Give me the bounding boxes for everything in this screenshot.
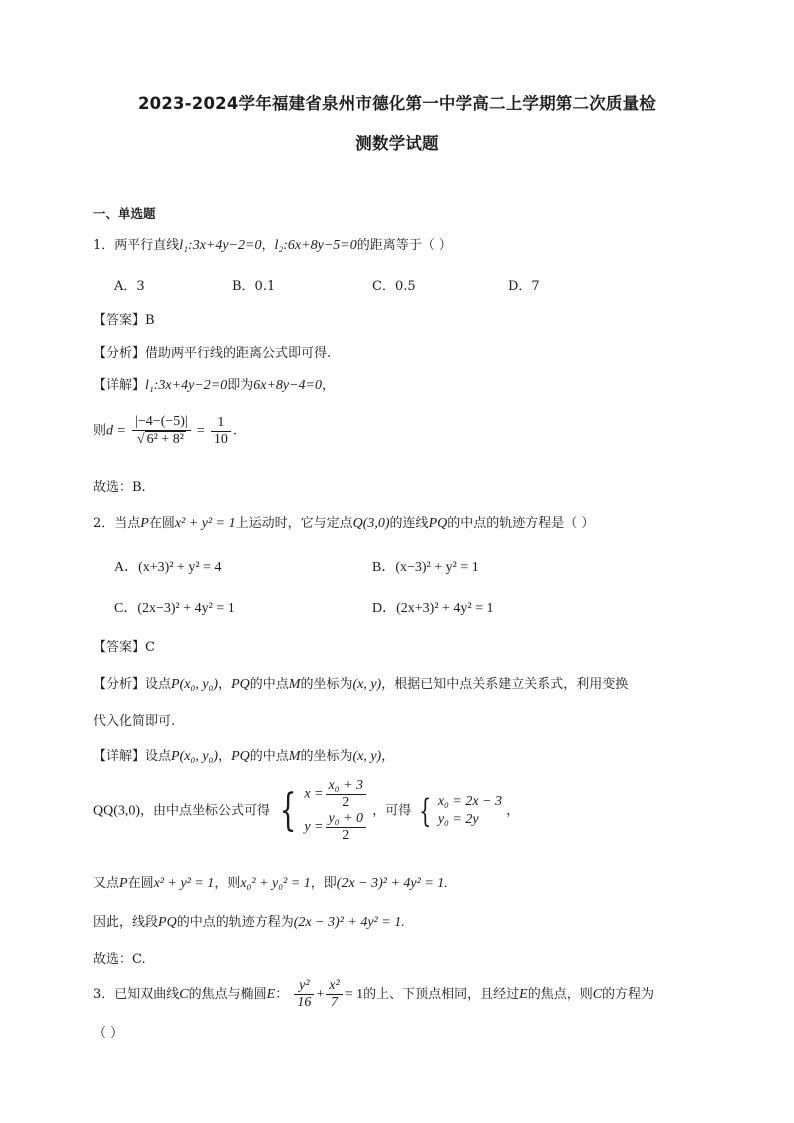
- midpoint-system-line: [93, 778, 519, 844]
- line-l2: l₂:6x+8y−5=0: [274, 238, 357, 253]
- fraction-denominator: 16: [297, 995, 312, 1010]
- detail-text: ，即: [310, 876, 337, 891]
- sqrt-icon: √: [136, 432, 145, 447]
- left-brace-icon: {: [419, 792, 432, 830]
- option-a: A．3: [114, 279, 145, 294]
- fraction-denominator: 2: [342, 828, 350, 843]
- answer-tag: 【答案】: [93, 640, 146, 655]
- equation-rhs: = 1: [344, 987, 364, 1002]
- segment-pq: PQ: [231, 749, 250, 764]
- question-number: 1．: [93, 238, 115, 253]
- answer-value: B: [145, 313, 155, 328]
- detail-text: ，可得: [372, 803, 412, 819]
- system-row: [304, 811, 368, 844]
- result-fraction: [211, 415, 231, 448]
- distance-symbol: d =: [106, 423, 126, 439]
- detail-text: ，: [218, 749, 232, 764]
- system-row: y₀ = 2y: [437, 812, 479, 827]
- detail-text: 则: [93, 423, 107, 439]
- equation: (2x − 3)² + 4y² = 1.: [293, 915, 405, 930]
- segment-pq: PQ: [231, 677, 250, 692]
- choose-line: 故选：C.: [93, 952, 146, 967]
- question-2-stem: [93, 512, 594, 532]
- question-number: 2．: [93, 516, 115, 531]
- stem-text: 的中点的轨迹方程是（ ）: [447, 516, 595, 531]
- stem-text: ：: [275, 987, 289, 1002]
- detail-tag: 【详解】: [93, 378, 146, 393]
- analysis-text: 的坐标为: [300, 677, 353, 692]
- distance-fraction: [132, 414, 191, 448]
- fraction-numerator: x₀ + 3: [326, 778, 367, 795]
- page-title-line2: 测数学试题: [355, 134, 439, 153]
- point-p: P: [119, 876, 128, 891]
- equation: (2x − 3)² + 4y² = 1.: [336, 876, 448, 891]
- detail-text: ，: [506, 803, 520, 819]
- detail-text: ，则: [214, 876, 241, 891]
- option-c: C．(2x−3)² + 4y² = 1: [114, 601, 235, 616]
- detail-text: 的中点的轨迹方程为: [176, 915, 294, 930]
- fraction-numerator: x²: [326, 978, 342, 995]
- fraction-denominator: 10: [213, 431, 228, 447]
- point-p: P(x₀, y₀): [171, 677, 219, 692]
- distance-formula-line: [93, 414, 237, 448]
- analysis-text: 设点: [145, 677, 172, 692]
- section-heading: 一、单选题: [93, 206, 156, 221]
- system-row: [304, 778, 368, 811]
- segment-pq: PQ: [158, 915, 177, 930]
- analysis-tag: 【分析】: [93, 346, 146, 361]
- conclusion-line: [93, 911, 405, 931]
- lhs: y =: [304, 819, 324, 835]
- detail-text: ，: [322, 378, 336, 393]
- page-title-line1: 2023-2024学年福建省泉州市德化第一中学高二上学期第二次质量检: [138, 94, 656, 113]
- fraction-denominator: [132, 431, 191, 448]
- circle-equation: x² + y² = 1: [174, 516, 236, 531]
- equation: l₁:3x+4y−2=0: [145, 378, 228, 393]
- separator: ，: [261, 238, 275, 253]
- fraction-denominator: 7: [330, 995, 338, 1010]
- point-p: P(x₀, y₀): [171, 749, 219, 764]
- detail-text: 即为: [227, 378, 254, 393]
- stem-text: 两平行直线: [114, 238, 180, 253]
- option-a: A．(x+3)² + y² = 4: [114, 560, 222, 575]
- curve-c: C: [592, 987, 603, 1002]
- system-row: x₀ = 2x − 3: [437, 794, 503, 809]
- lhs: x =: [304, 786, 324, 802]
- stem-text: 的距离等于（ ）: [356, 238, 452, 253]
- question-1-stem: [93, 234, 452, 254]
- analysis-line: [93, 342, 331, 361]
- detail-text: 的中点: [249, 749, 289, 764]
- analysis-text: ，: [218, 677, 232, 692]
- fraction-numerator: y²: [294, 978, 314, 995]
- fraction: [326, 811, 367, 844]
- analysis-text: 借助两平行线的距离公式即可得.: [145, 346, 332, 361]
- point-q: Q(3,0): [352, 516, 390, 531]
- answer-line: [93, 636, 155, 655]
- analysis-text: ，根据已知中点关系建立关系式，利用变换: [381, 677, 629, 692]
- option-b: B．0.1: [232, 279, 276, 294]
- detail-text: 在圆: [127, 876, 154, 891]
- stem-text: 在圆: [148, 516, 175, 531]
- equation-system-1: [304, 778, 368, 844]
- fraction: [294, 978, 314, 1011]
- plus-sign: +: [316, 987, 325, 1002]
- choose-line: 故选：B.: [93, 480, 146, 495]
- analysis-tag: 【分析】: [93, 677, 146, 692]
- coordinates: (x, y): [352, 677, 382, 692]
- sqrt-content: 6² + 8²: [146, 432, 184, 447]
- left-brace-icon: {: [279, 785, 297, 836]
- stem-text: 的上、下顶点相同，且经过: [363, 987, 520, 1002]
- detail-tag: 【详解】: [93, 749, 146, 764]
- option-b: B．(x−3)² + y² = 1: [372, 560, 479, 575]
- detail-line: [93, 745, 394, 765]
- detail-text: 设点: [145, 749, 172, 764]
- question-number: 3．: [93, 987, 115, 1002]
- analysis-line: [93, 673, 628, 693]
- curve-c: C: [179, 987, 189, 1002]
- question-3-stem: [93, 978, 654, 1011]
- fraction: [326, 778, 367, 811]
- line-l1: l₁:3x+4y−2=0: [179, 238, 262, 253]
- stem-text: 的焦点，则: [527, 987, 593, 1002]
- ellipse-e: E: [266, 987, 276, 1002]
- stem-text: 已知双曲线: [114, 987, 180, 1002]
- detail-line: [93, 374, 335, 394]
- point-m: M: [288, 749, 301, 764]
- detail-text: 因此，线段: [93, 915, 159, 930]
- answer-tag: 【答案】: [93, 313, 146, 328]
- circle-equation: x² + y² = 1: [153, 876, 215, 891]
- analysis-line-2: 代入化简即可.: [93, 714, 176, 729]
- point-p: P: [140, 516, 149, 531]
- stem-text: 的焦点与椭圆: [188, 987, 267, 1002]
- point-q: QQ(3,0): [93, 803, 141, 819]
- question-3-stem-line2: （ ）: [93, 1026, 124, 1041]
- coordinates: (x, y): [352, 749, 382, 764]
- equals-sign: =: [196, 423, 205, 439]
- ellipse-e: E: [519, 987, 528, 1002]
- circle-substitution-line: [93, 872, 448, 892]
- fraction-denominator: 2: [342, 795, 350, 810]
- fraction-numerator: y₀ + 0: [326, 811, 367, 828]
- equation: 6x+8y−4=0: [253, 378, 323, 393]
- stem-text: 上运动时，它与定点: [235, 516, 353, 531]
- option-c: C．0.5: [372, 279, 416, 294]
- detail-text: 的坐标为: [300, 749, 353, 764]
- stem-text: 的连线: [389, 516, 429, 531]
- option-d: D．7: [508, 279, 540, 294]
- answer-value: C: [145, 640, 155, 655]
- equation-system-2: [438, 793, 502, 829]
- fraction: [326, 978, 342, 1011]
- detail-text: ，: [381, 749, 395, 764]
- option-d: D．(2x+3)² + 4y² = 1: [372, 601, 494, 616]
- segment-pq: PQ: [428, 516, 448, 531]
- detail-text: ，由中点坐标公式可得: [140, 803, 271, 819]
- detail-text: 又点: [93, 876, 120, 891]
- stem-text: 当点: [114, 516, 141, 531]
- stem-text: 的方程为: [602, 987, 655, 1002]
- equation: x₀² + y₀² = 1: [240, 876, 311, 891]
- point-m: M: [288, 677, 301, 692]
- fraction-numerator: |−4−(−5)|: [132, 414, 191, 431]
- analysis-text: 的中点: [249, 677, 289, 692]
- period: .: [232, 423, 238, 439]
- fraction-numerator: 1: [211, 415, 231, 432]
- answer-line: [93, 309, 155, 328]
